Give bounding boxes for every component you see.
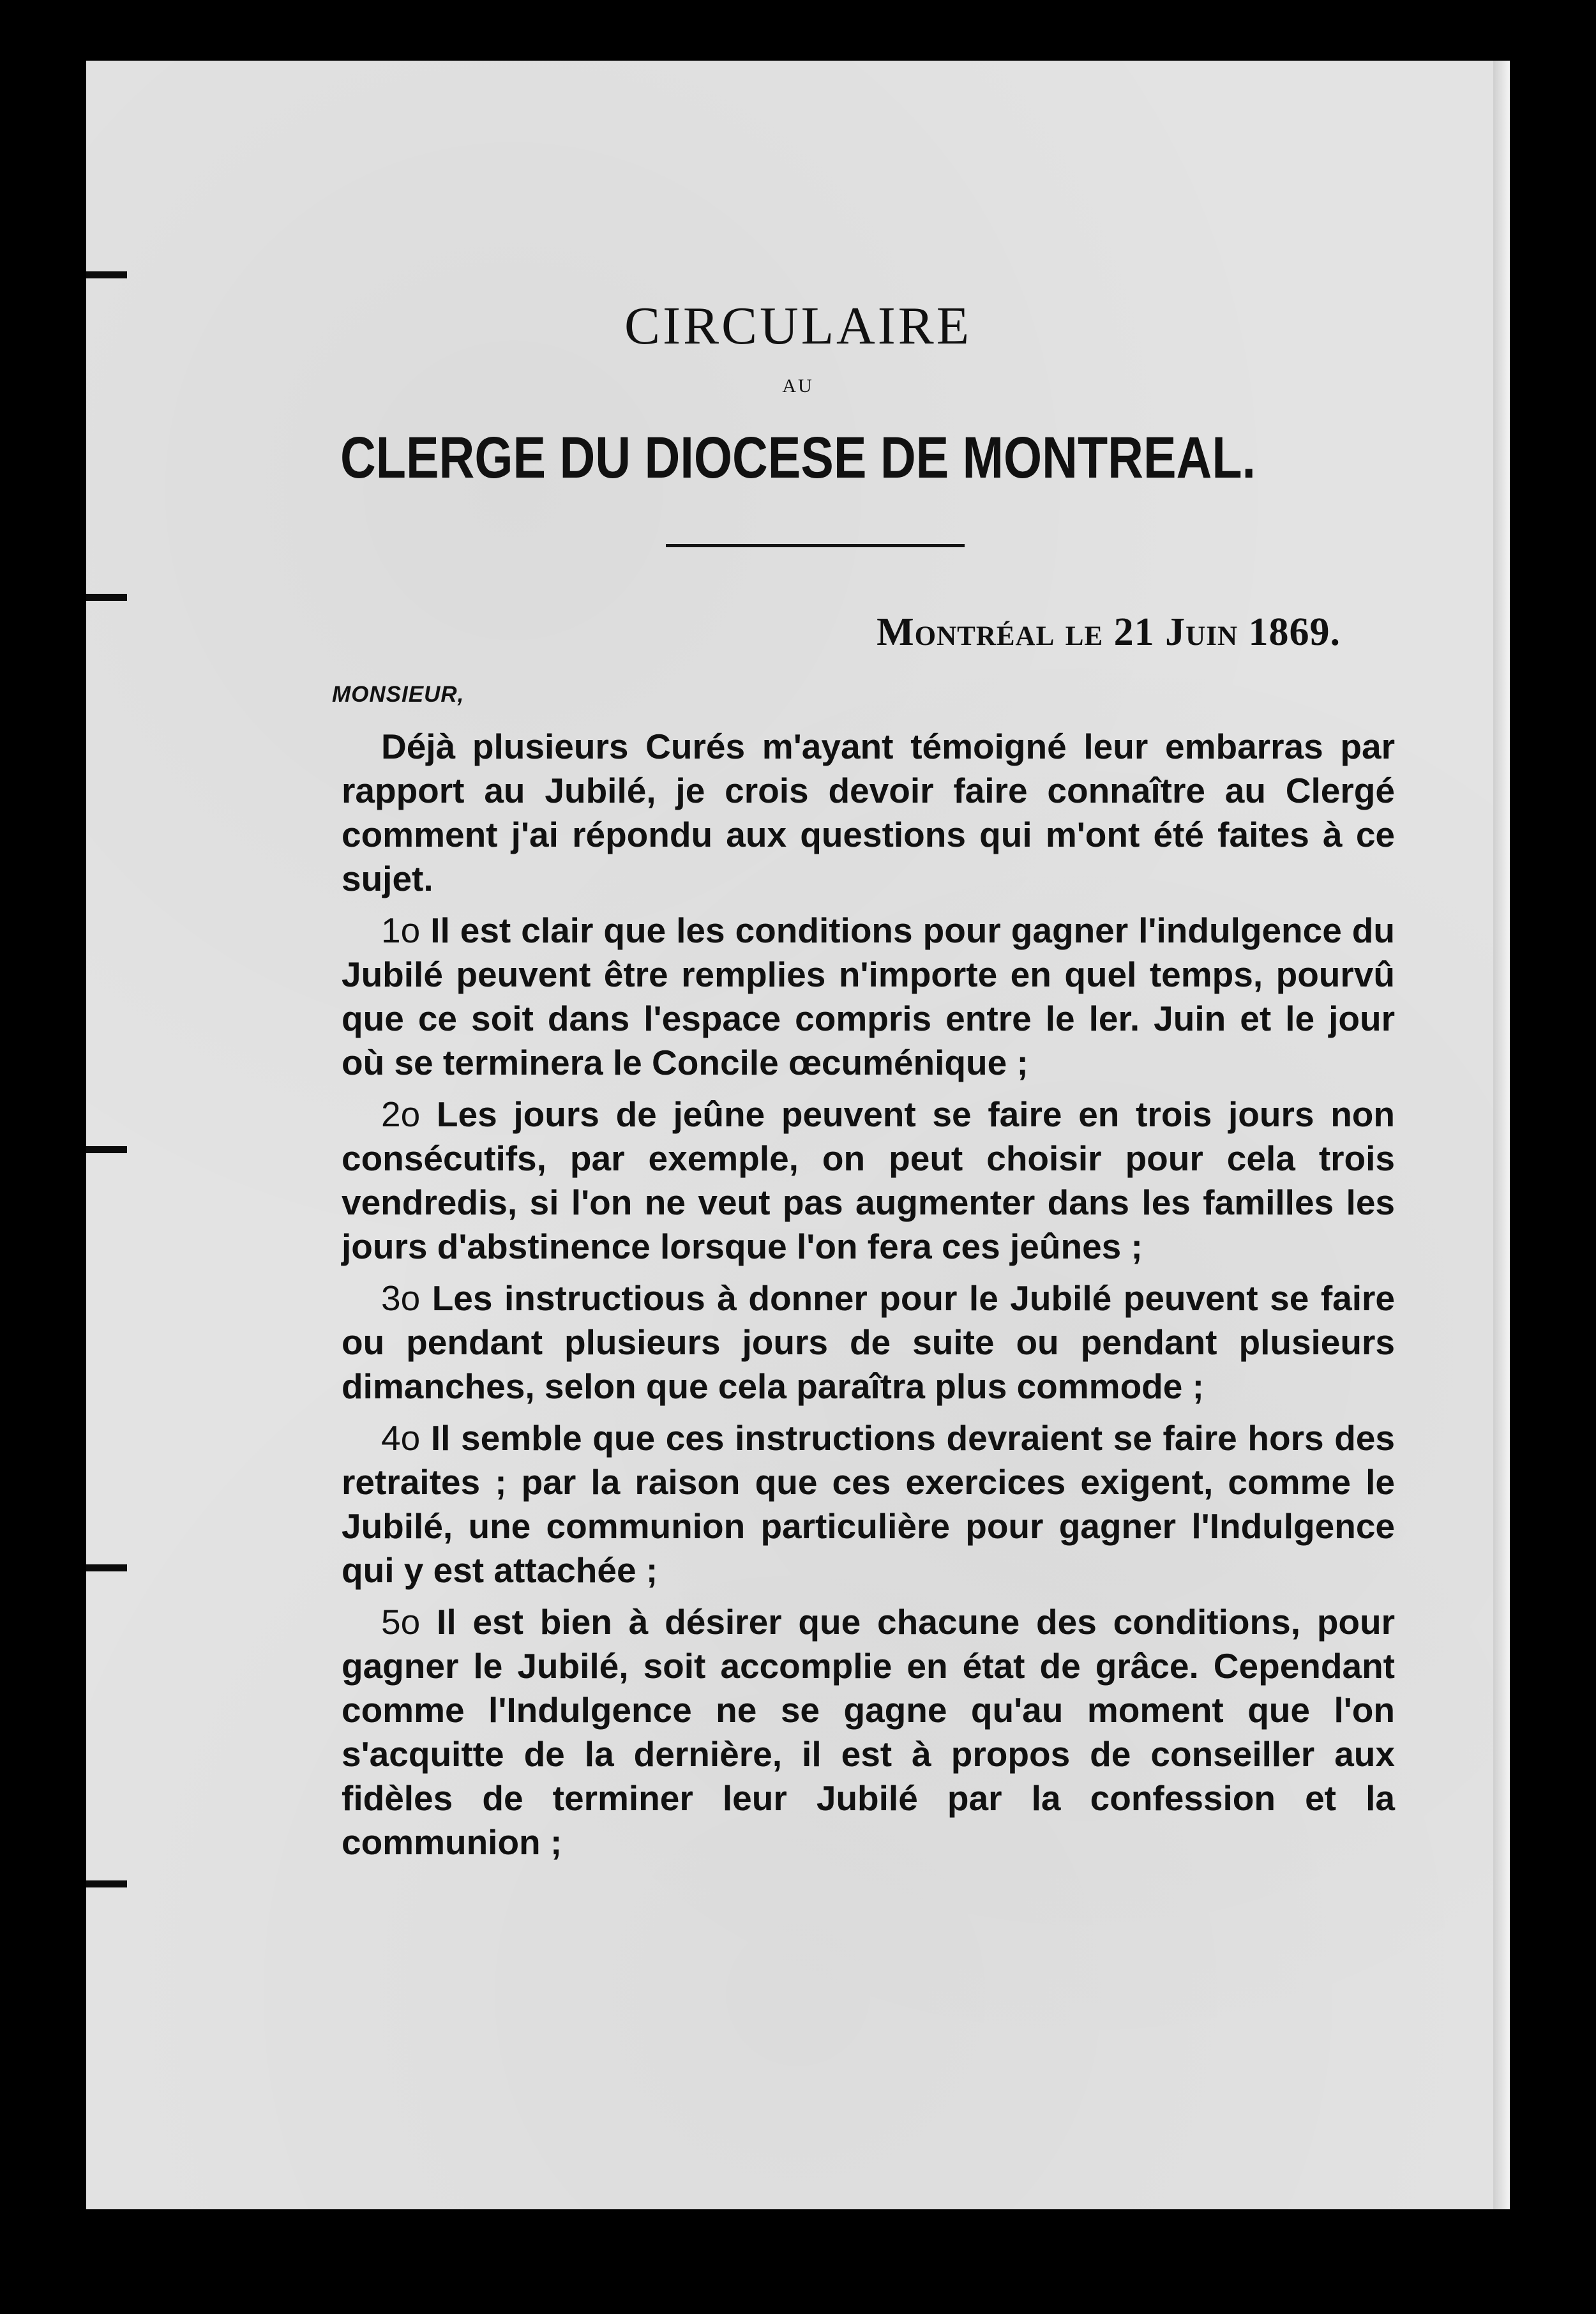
point-number: 4o (381, 1418, 421, 1458)
title-divider (666, 544, 965, 547)
title-connector: AU (782, 375, 814, 397)
binding-mark (86, 594, 127, 601)
point-text: Il est bien à désirer que chacune des conditions, pour gagner le Jubilé, soit accomplie en état de grâce. Cependant comme l'Indulgence ne se gagne qu'au moment que l'on s'acquitte de la dernière, il est à propos de conseiller aux fidèles de terminer leur Jubilé par la confession et la communion ; (342, 1602, 1396, 1862)
dateline: Montréal le 21 Juin 1869. (877, 610, 1341, 654)
point-text: Les jours de jeûne peuvent se faire en trois jours non consécutifs, par exemple, on peut choisir pour cela trois vendredis, si l'on ne veut pas augmenter dans les familles les jours d'abstinence lorsque l'on fera ces jeûnes ; (342, 1094, 1395, 1266)
binding-mark (86, 1146, 127, 1153)
point-number: 2o (381, 1094, 421, 1134)
document-body (342, 725, 1395, 1872)
numbered-paragraph-3 (342, 1276, 1395, 1409)
point-number: 5o (381, 1602, 421, 1642)
salutation: MONSIEUR, (332, 682, 465, 707)
document-page (86, 61, 1510, 2209)
point-number: 1o (381, 911, 421, 950)
point-number: 3o (381, 1278, 421, 1318)
point-text: Les instructious à donner pour le Jubilé peuvent se faire ou pendant plusieurs jours de suite ou pendant plusieurs dimanches, selon que cela paraîtra plus commode ; (342, 1278, 1395, 1406)
binding-mark (86, 1564, 127, 1571)
point-text: Il semble que ces instructions devraient se faire hors des retraites ; par la raison que ces exercices exigent, comme le Jubilé, une communion particulière pour gagner l'Indulgence qui y est attachée ; (342, 1418, 1395, 1590)
numbered-paragraph-5 (342, 1600, 1395, 1864)
point-text: Il est clair que les conditions pour gagner l'indulgence du Jubilé peuvent être remplies n'importe en quel temps, pourvû que ce soit dans l'espace compris entre le ler. Juin et le jour où se terminera le Concile œcuménique ; (342, 911, 1396, 1082)
numbered-paragraph-1 (342, 909, 1395, 1085)
binding-mark (86, 271, 127, 278)
document-title: CIRCULAIRE (624, 296, 972, 356)
numbered-paragraph-4 (342, 1416, 1395, 1592)
document-recipient: CLERGE DU DIOCESE DE MONTREAL. (340, 425, 1256, 490)
binding-mark (86, 1880, 127, 1887)
intro-paragraph: Déjà plusieurs Curés m'ayant témoigné leur embarras par rapport au Jubilé, je crois devoir faire connaître au Clergé comment j'ai répondu aux questions qui m'ont été faites à ce sujet. (342, 727, 1395, 898)
numbered-paragraph-2 (342, 1093, 1395, 1269)
